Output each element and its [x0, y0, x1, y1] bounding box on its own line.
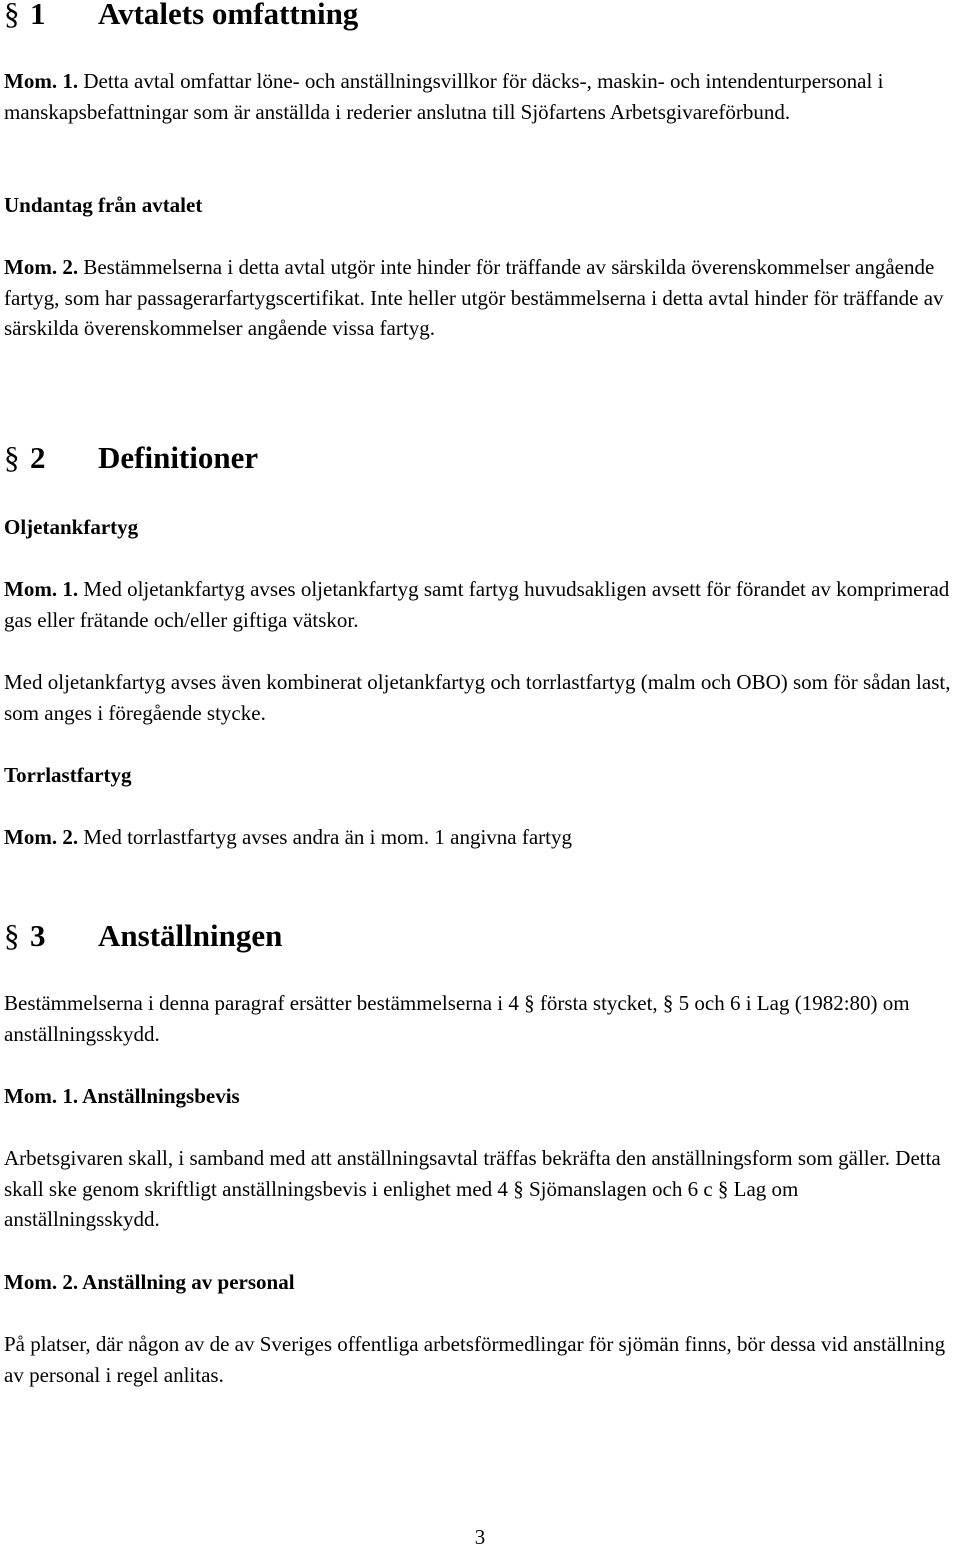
mom-label: Mom. 1. [4, 69, 79, 93]
subheading-undantag: Undantag från avtalet [4, 193, 203, 217]
section-1-heading [4, 0, 358, 32]
section-symbol: § [513, 1176, 524, 1201]
mom-text: Med torrlastfartyg avses andra än i mom. 1 angivna fartyg [78, 825, 573, 849]
section-title: Definitioner [98, 440, 259, 475]
section-title: Anställningen [98, 918, 283, 953]
section-number: 2 [30, 440, 46, 475]
section-2-paragraph: Med oljetankfartyg avses även kombinerat oljetankfartyg och torrlastfartyg (malm och OBO) som för sådan last, som anges i föregående stycke. [4, 670, 951, 725]
section-1-mom-2 [4, 252, 958, 344]
section-symbol: § [4, 0, 20, 31]
section-1-mom-1 [4, 66, 958, 127]
subheading-oljetankfartyg: Oljetankfartyg [4, 515, 139, 539]
section-2-mom-2 [4, 822, 958, 853]
mom-text: Detta avtal omfattar löne- och anställningsvillkor för däcks-, maskin- och intendenturpersonal i manskapsbefattningar som är anställda i rederier anslutna till Sjöfartens Arbetsgivareförbund. [4, 69, 884, 124]
mom-label: Mom. 2. [4, 255, 79, 279]
section-number: 3 [30, 918, 46, 953]
section-symbol: § [4, 440, 20, 475]
section-number: 1 [30, 0, 46, 31]
section-2-mom-1 [4, 574, 958, 635]
section-3-intro [4, 988, 958, 1049]
mom-label: Mom. 1. [4, 1084, 79, 1108]
section-symbol: § [4, 918, 20, 953]
mom-label: Mom. 2. [4, 825, 79, 849]
text-run: Sjömanslagen och 6 c [523, 1176, 718, 1201]
text-run: Bestämmelserna i denna paragraf ersätter bestämmelserna i 4 [4, 991, 525, 1015]
section-symbol: § [717, 1176, 729, 1201]
mom-text: Med oljetankfartyg avses oljetankfartyg samt fartyg huvudsakligen avsett för förandet av komprimerad gas eller frätande och/eller giftiga vätskor. [4, 577, 950, 632]
subheading-torrlastfartyg: Torrlastfartyg [4, 763, 132, 787]
mom-label: Mom. 1. [4, 577, 79, 601]
subheading-anstallning-av-personal [4, 1267, 295, 1297]
section-title: Avtalets omfattning [98, 0, 359, 31]
page-number: 3 [474, 1525, 486, 1549]
mom-label: Mom. 2. [4, 1270, 79, 1294]
subheading-text: Anställning av personal [78, 1270, 295, 1294]
mom-text: Bestämmelserna i detta avtal utgör inte hinder för träffande av särskilda överenskommelser angående fartyg, som har passagerarfartygscertifikat. Inte heller utgör bestämmelserna i detta avtal hinder för träffande av särskilda överenskommelser angående vissa fartyg. [4, 255, 944, 341]
section-3-mom-1-text [4, 1143, 958, 1235]
text-run: Arbetsgivaren skall, i samband med att anställningsavtal träffas bekräfta den anställningsform som gäller. Detta skall ske genom skriftligt anställningsbevis i enlighet med 4 [4, 1146, 941, 1201]
section-symbol: § [662, 991, 674, 1015]
section-2-heading [4, 440, 258, 476]
section-symbol: § [524, 991, 535, 1015]
section-3-heading [4, 918, 282, 954]
text-run: första stycket, [534, 991, 663, 1015]
subheading-anstallningsbevis [4, 1081, 240, 1111]
text-run: Lag om anställningsskydd. [4, 1176, 799, 1232]
text-run: 5 och 6 i Lag (1982:80) om anställningsskydd. [4, 991, 910, 1046]
subheading-text: Anställningsbevis [78, 1084, 240, 1108]
section-3-mom-2-text: På platser, där någon av de av Sveriges offentliga arbetsförmedlingar för sjömän finns, bör dessa vid anställning av personal i regel anlitas. [4, 1332, 946, 1387]
